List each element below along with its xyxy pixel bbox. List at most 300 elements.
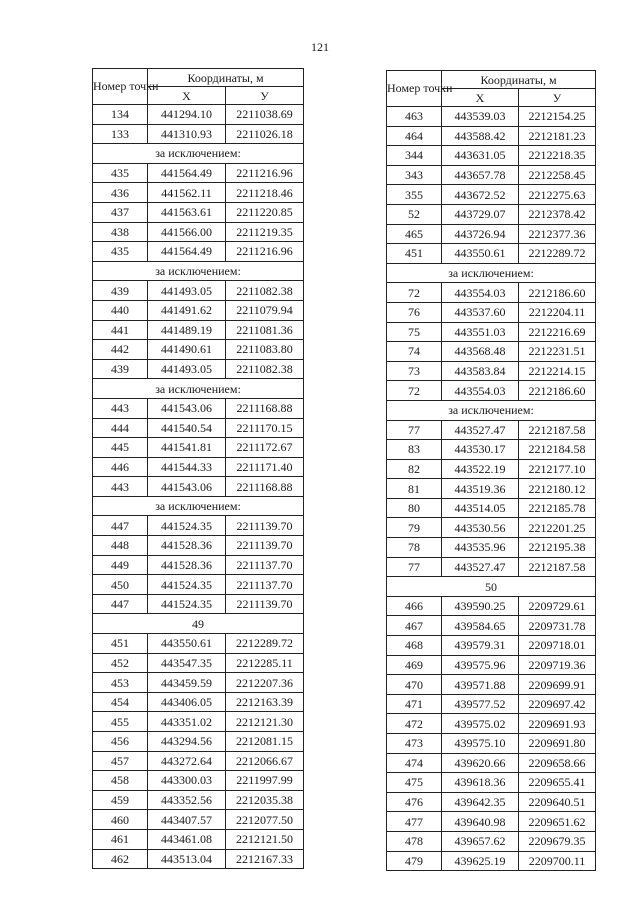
table-row xyxy=(93,163,304,183)
table-row xyxy=(387,518,596,538)
y-coordinate-cell: 2211081.36 xyxy=(226,320,304,340)
table-row xyxy=(93,653,304,673)
point-number-cell: 435 xyxy=(93,242,148,262)
x-coordinate-cell: 441564.49 xyxy=(148,163,226,183)
x-coordinate-cell: 443535.96 xyxy=(442,538,519,558)
y-coordinate-cell: 2212195.38 xyxy=(519,538,596,558)
coordinates-table-left xyxy=(92,68,304,869)
point-number-cell: 469 xyxy=(387,655,442,675)
y-coordinate-cell: 2209658.66 xyxy=(519,753,596,773)
table-row xyxy=(387,714,596,734)
x-coordinate-cell: 443530.17 xyxy=(442,440,519,460)
point-number-cell: 463 xyxy=(387,107,442,127)
y-coordinate-cell: 2209700.11 xyxy=(519,851,596,871)
point-number-cell: 436 xyxy=(93,183,148,203)
point-number-cell: 468 xyxy=(387,636,442,656)
section-separator: 50 xyxy=(387,577,596,597)
section-separator: за исключением: xyxy=(93,261,304,281)
point-number-cell: 77 xyxy=(387,420,442,440)
point-number-cell: 452 xyxy=(93,653,148,673)
x-coordinate-cell: 439618.36 xyxy=(442,773,519,793)
x-coordinate-cell: 443550.61 xyxy=(442,244,519,264)
x-coordinate-cell: 439571.88 xyxy=(442,675,519,695)
section-separator-row xyxy=(93,614,304,634)
table-row xyxy=(387,479,596,499)
table-row xyxy=(93,692,304,712)
x-coordinate-cell: 441528.36 xyxy=(148,536,226,556)
section-separator: 49 xyxy=(93,614,304,634)
point-number-cell: 461 xyxy=(93,829,148,849)
table-row xyxy=(387,459,596,479)
x-coordinate-cell: 443583.84 xyxy=(442,361,519,381)
y-coordinate-cell: 2212216.69 xyxy=(519,322,596,342)
table-row xyxy=(387,146,596,166)
section-separator-row xyxy=(93,496,304,516)
point-number-cell: 477 xyxy=(387,812,442,832)
point-number-cell: 447 xyxy=(93,516,148,536)
point-number-cell: 73 xyxy=(387,361,442,381)
table-row xyxy=(93,398,304,418)
y-coordinate-cell: 2211139.70 xyxy=(226,516,304,536)
x-coordinate-cell: 443522.19 xyxy=(442,459,519,479)
table-row xyxy=(93,202,304,222)
table-row xyxy=(93,790,304,810)
y-coordinate-cell: 2212081.15 xyxy=(226,732,304,752)
point-number-cell: 450 xyxy=(93,575,148,595)
x-coordinate-cell: 443300.03 xyxy=(148,771,226,791)
x-coordinate-cell: 443554.03 xyxy=(442,381,519,401)
y-coordinate-cell: 2212275.63 xyxy=(519,185,596,205)
table-row xyxy=(387,381,596,401)
x-coordinate-cell: 443537.60 xyxy=(442,302,519,322)
y-coordinate-cell: 2211082.38 xyxy=(226,281,304,301)
x-coordinate-cell: 443551.03 xyxy=(442,322,519,342)
x-coordinate-cell: 439575.10 xyxy=(442,734,519,754)
coordinates-header: Координаты, м xyxy=(148,69,304,87)
point-number-cell: 439 xyxy=(93,359,148,379)
y-coordinate-cell: 2209697.42 xyxy=(519,694,596,714)
y-coordinate-cell: 2212066.67 xyxy=(226,751,304,771)
y-coordinate-cell: 2209718.01 xyxy=(519,636,596,656)
point-number-cell: 448 xyxy=(93,536,148,556)
y-coordinate-cell: 2212285.11 xyxy=(226,653,304,673)
x-coordinate-cell: 439657.62 xyxy=(442,831,519,851)
table-row xyxy=(387,126,596,146)
y-coordinate-cell: 2212289.72 xyxy=(226,634,304,654)
y-coordinate-cell: 2211137.70 xyxy=(226,575,304,595)
y-coordinate-cell: 2211997.99 xyxy=(226,771,304,791)
table-row xyxy=(387,498,596,518)
y-coordinate-cell: 2209691.80 xyxy=(519,734,596,754)
point-number-cell: 460 xyxy=(93,810,148,830)
table-row xyxy=(93,829,304,849)
x-coordinate-cell: 441562.11 xyxy=(148,183,226,203)
table-row xyxy=(387,753,596,773)
point-number-cell: 455 xyxy=(93,712,148,732)
x-coordinate-cell: 439590.25 xyxy=(442,596,519,616)
point-number-cell: 443 xyxy=(93,477,148,497)
point-number-cell: 478 xyxy=(387,831,442,851)
point-number-cell: 447 xyxy=(93,594,148,614)
y-coordinate-cell: 2209729.61 xyxy=(519,596,596,616)
table-row xyxy=(387,655,596,675)
table-row xyxy=(93,594,304,614)
section-separator: за исключением: xyxy=(93,379,304,399)
x-coordinate-cell: 443672.52 xyxy=(442,185,519,205)
point-number-cell: 462 xyxy=(93,849,148,869)
y-coordinate-cell: 2212204.11 xyxy=(519,302,596,322)
y-coordinate-cell: 2212121.50 xyxy=(226,829,304,849)
y-coordinate-cell: 2212231.51 xyxy=(519,342,596,362)
y-header: У xyxy=(519,89,596,107)
x-coordinate-cell: 443550.61 xyxy=(148,634,226,654)
coordinates-table-right xyxy=(386,70,596,871)
table-row xyxy=(387,675,596,695)
point-number-cell: 473 xyxy=(387,734,442,754)
table-row xyxy=(387,322,596,342)
point-number-cell: 82 xyxy=(387,459,442,479)
x-coordinate-cell: 439575.96 xyxy=(442,655,519,675)
table-row xyxy=(93,300,304,320)
point-number-cell: 444 xyxy=(93,418,148,438)
table-row xyxy=(387,616,596,636)
table-row xyxy=(387,792,596,812)
y-coordinate-cell: 2209679.35 xyxy=(519,831,596,851)
x-coordinate-cell: 443513.04 xyxy=(148,849,226,869)
table-row xyxy=(93,438,304,458)
table-row xyxy=(387,165,596,185)
x-coordinate-cell: 443530.56 xyxy=(442,518,519,538)
table-row xyxy=(93,810,304,830)
point-number-cell: 479 xyxy=(387,851,442,871)
point-number-cell: 471 xyxy=(387,694,442,714)
point-number-cell: 438 xyxy=(93,222,148,242)
point-number-cell: 83 xyxy=(387,440,442,460)
x-coordinate-cell: 443272.64 xyxy=(148,751,226,771)
table-row xyxy=(93,183,304,203)
point-number-cell: 344 xyxy=(387,146,442,166)
section-separator-row xyxy=(93,144,304,164)
point-number-cell: 80 xyxy=(387,498,442,518)
table-row xyxy=(387,636,596,656)
x-coordinate-cell: 443461.08 xyxy=(148,829,226,849)
table-row xyxy=(93,105,304,125)
x-coordinate-cell: 439642.35 xyxy=(442,792,519,812)
x-coordinate-cell: 441524.35 xyxy=(148,594,226,614)
y-coordinate-cell: 2212201.25 xyxy=(519,518,596,538)
point-number-cell: 467 xyxy=(387,616,442,636)
y-coordinate-cell: 2212177.10 xyxy=(519,459,596,479)
section-separator: за исключением: xyxy=(387,400,596,420)
point-number-cell: 74 xyxy=(387,342,442,362)
x-coordinate-cell: 441493.05 xyxy=(148,281,226,301)
x-coordinate-cell: 443459.59 xyxy=(148,673,226,693)
y-coordinate-cell: 2212207.36 xyxy=(226,673,304,693)
point-number-cell: 355 xyxy=(387,185,442,205)
section-separator: за исключением: xyxy=(387,263,596,283)
y-header: У xyxy=(226,87,304,105)
y-coordinate-cell: 2211026.18 xyxy=(226,124,304,144)
x-coordinate-cell: 443554.03 xyxy=(442,283,519,303)
section-separator-row xyxy=(93,379,304,399)
y-coordinate-cell: 2211172.67 xyxy=(226,438,304,458)
y-coordinate-cell: 2211220.85 xyxy=(226,202,304,222)
point-number-cell: 451 xyxy=(93,634,148,654)
point-number-cell: 435 xyxy=(93,163,148,183)
table-row xyxy=(387,185,596,205)
x-coordinate-cell: 441544.33 xyxy=(148,457,226,477)
point-number-cell: 77 xyxy=(387,557,442,577)
y-coordinate-cell: 2211038.69 xyxy=(226,105,304,125)
table-row xyxy=(93,555,304,575)
x-coordinate-cell: 443547.35 xyxy=(148,653,226,673)
y-coordinate-cell: 2211137.70 xyxy=(226,555,304,575)
y-coordinate-cell: 2212121.30 xyxy=(226,712,304,732)
table-row xyxy=(387,538,596,558)
x-coordinate-cell: 443519.36 xyxy=(442,479,519,499)
section-separator-row xyxy=(387,577,596,597)
x-coordinate-cell: 441564.49 xyxy=(148,242,226,262)
x-coordinate-cell: 443726.94 xyxy=(442,224,519,244)
y-coordinate-cell: 2212187.58 xyxy=(519,420,596,440)
y-coordinate-cell: 2212186.60 xyxy=(519,381,596,401)
table-row xyxy=(93,751,304,771)
table-row xyxy=(93,418,304,438)
point-number-cell: 472 xyxy=(387,714,442,734)
y-coordinate-cell: 2211171.40 xyxy=(226,457,304,477)
table-row xyxy=(93,457,304,477)
section-separator-row xyxy=(93,261,304,281)
table-row xyxy=(387,694,596,714)
point-number-cell: 72 xyxy=(387,283,442,303)
point-number-cell: 464 xyxy=(387,126,442,146)
y-coordinate-cell: 2212163.39 xyxy=(226,692,304,712)
x-coordinate-cell: 439640.98 xyxy=(442,812,519,832)
y-coordinate-cell: 2211083.80 xyxy=(226,340,304,360)
point-number-cell: 458 xyxy=(93,771,148,791)
point-number-cell: 75 xyxy=(387,322,442,342)
point-number-cell: 78 xyxy=(387,538,442,558)
x-coordinate-cell: 439584.65 xyxy=(442,616,519,636)
table-row xyxy=(387,342,596,362)
point-number-cell: 72 xyxy=(387,381,442,401)
y-coordinate-cell: 2211168.88 xyxy=(226,398,304,418)
y-coordinate-cell: 2212181.23 xyxy=(519,126,596,146)
table-row xyxy=(387,204,596,224)
x-coordinate-cell: 443568.48 xyxy=(442,342,519,362)
table-row xyxy=(93,634,304,654)
y-coordinate-cell: 2212186.60 xyxy=(519,283,596,303)
point-number-cell: 439 xyxy=(93,281,148,301)
point-number-cell: 475 xyxy=(387,773,442,793)
section-separator-row xyxy=(387,263,596,283)
x-coordinate-cell: 441563.61 xyxy=(148,202,226,222)
x-coordinate-cell: 441543.06 xyxy=(148,477,226,497)
x-coordinate-cell: 439625.19 xyxy=(442,851,519,871)
y-coordinate-cell: 2211218.46 xyxy=(226,183,304,203)
point-number-cell: 134 xyxy=(93,105,148,125)
x-coordinate-cell: 439579.31 xyxy=(442,636,519,656)
x-coordinate-cell: 441310.93 xyxy=(148,124,226,144)
x-coordinate-cell: 439575.02 xyxy=(442,714,519,734)
y-coordinate-cell: 2211216.96 xyxy=(226,242,304,262)
y-coordinate-cell: 2212185.78 xyxy=(519,498,596,518)
x-coordinate-cell: 441543.06 xyxy=(148,398,226,418)
x-coordinate-cell: 441491.62 xyxy=(148,300,226,320)
x-coordinate-cell: 441528.36 xyxy=(148,555,226,575)
table-row xyxy=(93,222,304,242)
point-number-cell: 454 xyxy=(93,692,148,712)
x-coordinate-cell: 443657.78 xyxy=(442,165,519,185)
point-number-cell: 81 xyxy=(387,479,442,499)
point-number-cell: 343 xyxy=(387,165,442,185)
point-number-header: Номер точки xyxy=(387,71,442,107)
point-number-cell: 449 xyxy=(93,555,148,575)
table-row xyxy=(387,361,596,381)
x-coordinate-cell: 443514.05 xyxy=(442,498,519,518)
x-coordinate-cell: 443631.05 xyxy=(442,146,519,166)
y-coordinate-cell: 2209719.36 xyxy=(519,655,596,675)
y-coordinate-cell: 2209651.62 xyxy=(519,812,596,832)
x-coordinate-cell: 443539.03 xyxy=(442,107,519,127)
y-coordinate-cell: 2212258.45 xyxy=(519,165,596,185)
table-row xyxy=(93,340,304,360)
table-row xyxy=(93,536,304,556)
point-number-cell: 453 xyxy=(93,673,148,693)
y-coordinate-cell: 2212377.36 xyxy=(519,224,596,244)
point-number-cell: 451 xyxy=(387,244,442,264)
y-coordinate-cell: 2212187.58 xyxy=(519,557,596,577)
x-coordinate-cell: 443527.47 xyxy=(442,420,519,440)
point-number-cell: 440 xyxy=(93,300,148,320)
coordinates-header: Координаты, м xyxy=(442,71,596,89)
x-coordinate-cell: 439577.52 xyxy=(442,694,519,714)
y-coordinate-cell: 2211082.38 xyxy=(226,359,304,379)
point-number-cell: 79 xyxy=(387,518,442,538)
y-coordinate-cell: 2211139.70 xyxy=(226,536,304,556)
table-row xyxy=(387,831,596,851)
y-coordinate-cell: 2211219.35 xyxy=(226,222,304,242)
y-coordinate-cell: 2212218.35 xyxy=(519,146,596,166)
point-number-cell: 52 xyxy=(387,204,442,224)
x-coordinate-cell: 443729.07 xyxy=(442,204,519,224)
table-row xyxy=(93,516,304,536)
table-row xyxy=(93,673,304,693)
x-coordinate-cell: 443588.42 xyxy=(442,126,519,146)
x-coordinate-cell: 443527.47 xyxy=(442,557,519,577)
table-row xyxy=(93,732,304,752)
point-number-cell: 437 xyxy=(93,202,148,222)
x-coordinate-cell: 443352.56 xyxy=(148,790,226,810)
table-row xyxy=(93,849,304,869)
x-header: X xyxy=(148,87,226,105)
point-number-cell: 443 xyxy=(93,398,148,418)
x-coordinate-cell: 439620.66 xyxy=(442,753,519,773)
point-number-cell: 76 xyxy=(387,302,442,322)
x-coordinate-cell: 441489.19 xyxy=(148,320,226,340)
table-row xyxy=(387,557,596,577)
y-coordinate-cell: 2212289.72 xyxy=(519,244,596,264)
point-number-cell: 446 xyxy=(93,457,148,477)
y-coordinate-cell: 2212077.50 xyxy=(226,810,304,830)
section-separator: за исключением: xyxy=(93,496,304,516)
point-number-cell: 466 xyxy=(387,596,442,616)
point-number-cell: 457 xyxy=(93,751,148,771)
x-coordinate-cell: 441524.35 xyxy=(148,516,226,536)
y-coordinate-cell: 2211168.88 xyxy=(226,477,304,497)
y-coordinate-cell: 2212214.15 xyxy=(519,361,596,381)
table-row xyxy=(387,283,596,303)
y-coordinate-cell: 2212154.25 xyxy=(519,107,596,127)
table-row xyxy=(387,596,596,616)
table-row xyxy=(387,734,596,754)
table-row xyxy=(93,477,304,497)
y-coordinate-cell: 2212167.33 xyxy=(226,849,304,869)
y-coordinate-cell: 2211216.96 xyxy=(226,163,304,183)
point-number-cell: 133 xyxy=(93,124,148,144)
x-coordinate-cell: 443351.02 xyxy=(148,712,226,732)
point-number-cell: 465 xyxy=(387,224,442,244)
section-separator: за исключением: xyxy=(93,144,304,164)
table-row xyxy=(93,359,304,379)
point-number-cell: 445 xyxy=(93,438,148,458)
y-coordinate-cell: 2209731.78 xyxy=(519,616,596,636)
table-row xyxy=(387,812,596,832)
y-coordinate-cell: 2211170.15 xyxy=(226,418,304,438)
x-coordinate-cell: 441493.05 xyxy=(148,359,226,379)
y-coordinate-cell: 2212378.42 xyxy=(519,204,596,224)
y-coordinate-cell: 2212184.58 xyxy=(519,440,596,460)
y-coordinate-cell: 2212035.38 xyxy=(226,790,304,810)
y-coordinate-cell: 2211139.70 xyxy=(226,594,304,614)
point-number-cell: 442 xyxy=(93,340,148,360)
point-number-cell: 441 xyxy=(93,320,148,340)
y-coordinate-cell: 2211079.94 xyxy=(226,300,304,320)
table-row xyxy=(387,420,596,440)
y-coordinate-cell: 2209640.51 xyxy=(519,792,596,812)
table-row xyxy=(387,302,596,322)
table-row xyxy=(387,224,596,244)
table-row xyxy=(387,440,596,460)
table-row xyxy=(93,124,304,144)
x-coordinate-cell: 441524.35 xyxy=(148,575,226,595)
point-number-header: Номер точки xyxy=(93,69,148,105)
x-coordinate-cell: 441294.10 xyxy=(148,105,226,125)
x-coordinate-cell: 443294.56 xyxy=(148,732,226,752)
y-coordinate-cell: 2209655.41 xyxy=(519,773,596,793)
table-row xyxy=(93,575,304,595)
point-number-cell: 474 xyxy=(387,753,442,773)
section-separator-row xyxy=(387,400,596,420)
y-coordinate-cell: 2212180.12 xyxy=(519,479,596,499)
x-coordinate-cell: 441540.54 xyxy=(148,418,226,438)
point-number-cell: 459 xyxy=(93,790,148,810)
y-coordinate-cell: 2209699.91 xyxy=(519,675,596,695)
x-coordinate-cell: 443406.05 xyxy=(148,692,226,712)
table-row xyxy=(93,281,304,301)
x-coordinate-cell: 443407.57 xyxy=(148,810,226,830)
table-row xyxy=(387,851,596,871)
point-number-cell: 476 xyxy=(387,792,442,812)
point-number-cell: 470 xyxy=(387,675,442,695)
table-row xyxy=(387,244,596,264)
page-number: 121 xyxy=(311,40,329,54)
point-number-cell: 456 xyxy=(93,732,148,752)
table-row xyxy=(387,107,596,127)
x-coordinate-cell: 441566.00 xyxy=(148,222,226,242)
table-row xyxy=(93,320,304,340)
table-row xyxy=(93,242,304,262)
